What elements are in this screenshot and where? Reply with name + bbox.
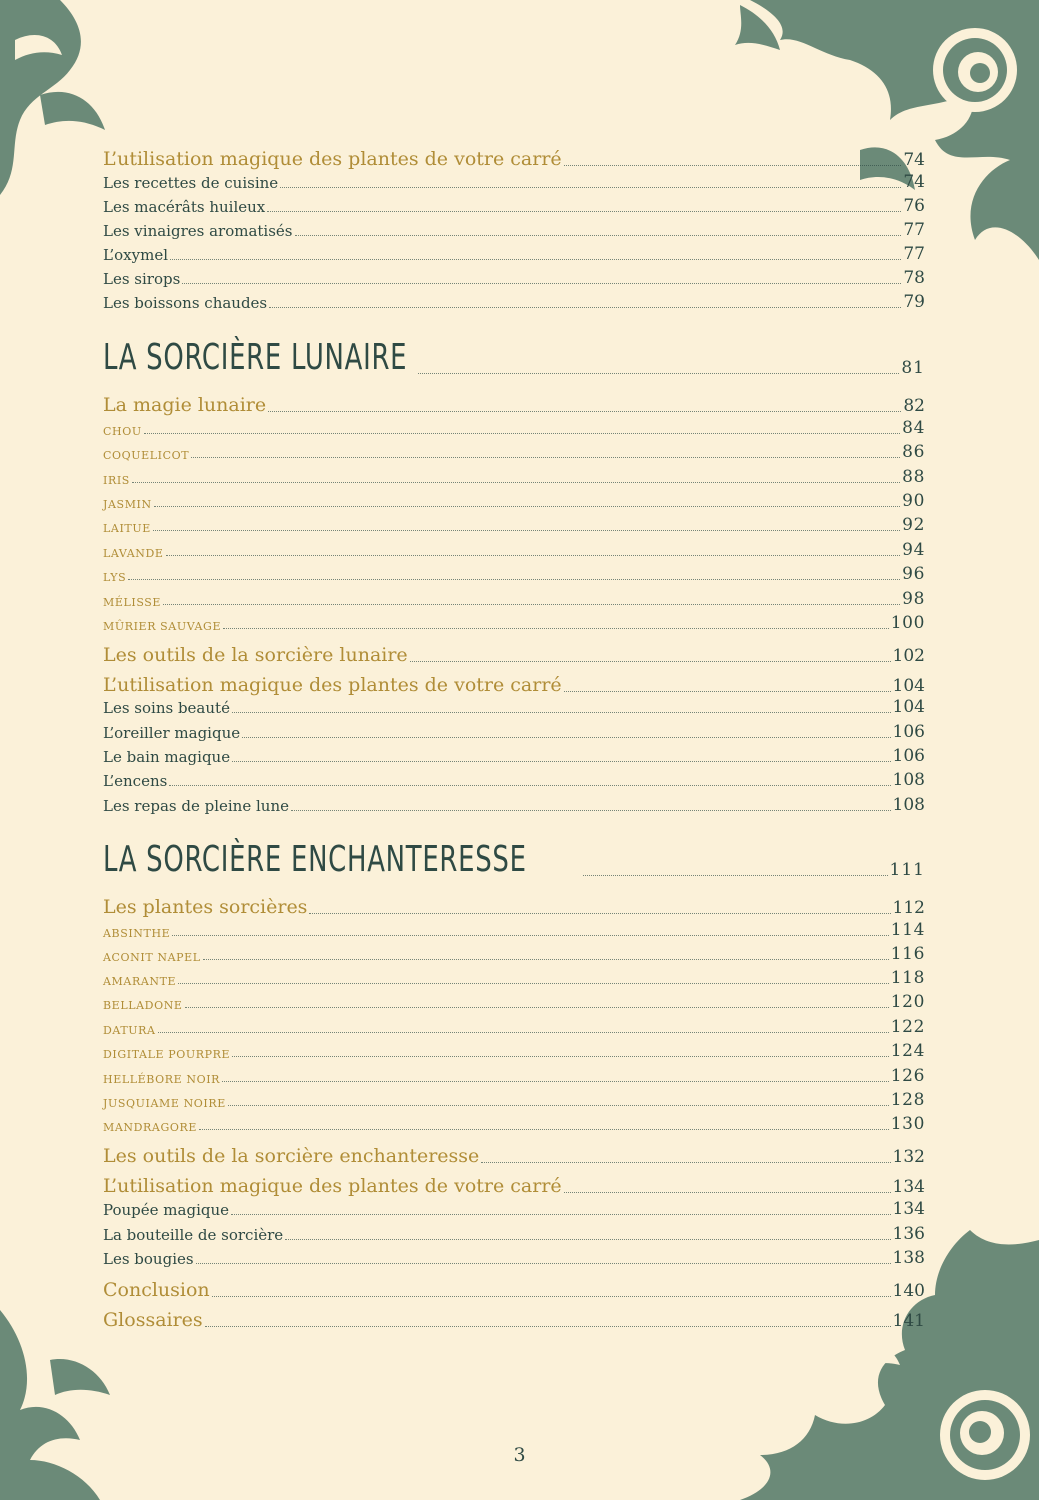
dot-leader bbox=[191, 456, 900, 458]
toc-entry-page: 141 bbox=[892, 1311, 925, 1331]
toc-entry[interactable] bbox=[103, 416, 925, 438]
dot-leader bbox=[295, 234, 902, 236]
toc-entry-title: IRIS bbox=[103, 474, 130, 487]
dot-leader bbox=[203, 958, 889, 960]
dot-leader bbox=[154, 505, 900, 507]
dot-leader bbox=[170, 258, 901, 260]
toc-entry-title: HELLÉBORE NOIR bbox=[103, 1073, 221, 1086]
toc-entry-title: AMARANTE bbox=[103, 975, 177, 988]
toc-entry-title: BELLADONE bbox=[103, 999, 183, 1012]
toc-entry[interactable] bbox=[103, 1275, 925, 1301]
toc-entry-title: COQUELICOT bbox=[103, 449, 190, 462]
toc-entry-page: 138 bbox=[892, 1248, 925, 1268]
dot-leader bbox=[158, 1031, 889, 1033]
toc-entry-title: ABSINTHE bbox=[103, 927, 171, 940]
dot-leader bbox=[280, 186, 901, 188]
toc-entry[interactable] bbox=[103, 966, 925, 988]
toc-entry[interactable] bbox=[103, 1305, 925, 1331]
toc-entry-page: 84 bbox=[902, 418, 925, 438]
toc-entry-title: ACONIT NAPEL bbox=[103, 951, 201, 964]
toc-entry[interactable] bbox=[103, 513, 925, 535]
toc-entry-title: DATURA bbox=[103, 1024, 156, 1037]
toc-entry-page: 100 bbox=[890, 613, 925, 633]
dot-leader bbox=[182, 282, 901, 284]
toc-entry[interactable] bbox=[103, 793, 925, 815]
dot-leader bbox=[418, 372, 900, 374]
toc-entry-title: Les outils de la sorcière lunaire bbox=[103, 644, 408, 666]
toc-entry-title: Les boissons chaudes bbox=[103, 294, 268, 312]
toc-entry-page: 140 bbox=[892, 1281, 925, 1301]
toc-entry-title: L’encens bbox=[103, 772, 168, 790]
toc-entry-title: L’utilisation magique des plantes de votre carré bbox=[103, 674, 562, 696]
toc-entry[interactable] bbox=[103, 1088, 925, 1110]
toc-entry[interactable] bbox=[103, 1141, 925, 1167]
toc-entry-title: L’oxymel bbox=[103, 246, 168, 264]
toc-entry-page: 106 bbox=[892, 746, 925, 766]
toc-entry-page: 77 bbox=[903, 220, 925, 240]
toc-entry-title: Les vinaigres aromatisés bbox=[103, 222, 293, 240]
toc-entry-page: 116 bbox=[890, 944, 925, 964]
toc-entry[interactable] bbox=[103, 144, 925, 170]
dot-leader bbox=[583, 874, 887, 876]
toc-entry[interactable] bbox=[103, 334, 925, 378]
toc-entry-page: 120 bbox=[890, 992, 925, 1012]
toc-entry-page: 126 bbox=[890, 1066, 925, 1086]
dot-leader bbox=[185, 1006, 889, 1008]
toc-entry-page: 130 bbox=[890, 1114, 925, 1134]
toc-entry-page: 132 bbox=[892, 1147, 925, 1167]
toc-entry-page: 108 bbox=[892, 770, 925, 790]
toc-entry-title: Les outils de la sorcière enchanteresse bbox=[103, 1145, 480, 1167]
toc-entry-title: Les recettes de cuisine bbox=[103, 174, 279, 192]
toc-entry-page: 111 bbox=[889, 860, 925, 880]
dot-leader bbox=[232, 711, 891, 713]
toc-entry-page: 82 bbox=[903, 396, 925, 416]
toc-entry[interactable] bbox=[103, 640, 925, 666]
toc-entry[interactable] bbox=[103, 1171, 925, 1197]
toc-entry-title: JASMIN bbox=[103, 498, 152, 511]
toc-entry-title: La bouteille de sorcière bbox=[103, 1226, 284, 1244]
dot-leader bbox=[285, 1238, 890, 1240]
toc-entry-title: Les plantes sorcières bbox=[103, 896, 308, 918]
toc-entry-title: LAITUE bbox=[103, 522, 151, 535]
toc-entry[interactable] bbox=[103, 170, 925, 192]
toc-entry-title: Poupée magique bbox=[103, 1201, 230, 1219]
toc-entry[interactable] bbox=[103, 218, 925, 240]
toc-entry-title: MÛRIER SAUVAGE bbox=[103, 620, 222, 633]
toc-entry[interactable] bbox=[103, 1112, 925, 1134]
toc-entry-title: Glossaires bbox=[103, 1309, 203, 1331]
dot-leader bbox=[564, 690, 891, 692]
dot-leader bbox=[144, 432, 900, 434]
toc-entry-page: 136 bbox=[892, 1224, 925, 1244]
toc-entry[interactable] bbox=[103, 1246, 925, 1268]
toc-entry-page: 134 bbox=[892, 1199, 925, 1219]
dot-leader bbox=[163, 603, 900, 605]
toc-entry-page: 92 bbox=[902, 515, 925, 535]
toc-entry-title: DIGITALE POURPRE bbox=[103, 1048, 231, 1061]
toc-entry-title: MÉLISSE bbox=[103, 596, 162, 609]
toc-entry-page: 98 bbox=[902, 589, 925, 609]
toc-entry[interactable] bbox=[103, 290, 925, 312]
toc-entry-page: 74 bbox=[903, 150, 925, 170]
toc-entry-page: 108 bbox=[892, 795, 925, 815]
toc-entry[interactable] bbox=[103, 695, 925, 717]
toc-entry-title: Les repas de pleine lune bbox=[103, 797, 289, 815]
toc-entry-title: L’oreiller magique bbox=[103, 724, 241, 742]
toc-entry-title: Les soins beauté bbox=[103, 699, 230, 717]
page-number: 3 bbox=[513, 1444, 526, 1466]
dot-leader bbox=[564, 1191, 891, 1193]
toc-entry-title: Les sirops bbox=[103, 270, 181, 288]
toc-entry-page: 90 bbox=[902, 491, 925, 511]
toc-entry-page: 114 bbox=[890, 920, 925, 940]
toc-entry-title: LAVANDE bbox=[103, 547, 164, 560]
toc-entry[interactable] bbox=[103, 670, 925, 696]
toc-entry-title: La magie lunaire bbox=[103, 394, 267, 416]
toc-entry-title: Conclusion bbox=[103, 1279, 210, 1301]
toc-entry-page: 79 bbox=[903, 292, 925, 312]
dot-leader bbox=[128, 578, 900, 580]
toc-entry[interactable] bbox=[103, 562, 925, 584]
toc-entry-page: 94 bbox=[902, 540, 925, 560]
toc-entry-page: 122 bbox=[890, 1017, 925, 1037]
toc-entry[interactable] bbox=[103, 266, 925, 288]
toc-entry-page: 104 bbox=[892, 676, 925, 696]
toc-entry-page: 88 bbox=[902, 467, 925, 487]
dot-leader bbox=[132, 481, 900, 483]
toc-entry-page: 78 bbox=[903, 268, 925, 288]
dot-leader bbox=[410, 660, 891, 662]
toc-entry[interactable] bbox=[103, 768, 925, 790]
top-left-ornament bbox=[0, 0, 120, 200]
dot-leader bbox=[172, 934, 888, 936]
dot-leader bbox=[228, 1104, 889, 1106]
toc-entry[interactable] bbox=[103, 587, 925, 609]
toc-entry-title: Les bougies bbox=[103, 1250, 194, 1268]
toc-entry-page: 118 bbox=[890, 968, 925, 988]
toc-entry[interactable] bbox=[103, 990, 925, 1012]
toc-entry-page: 77 bbox=[903, 244, 925, 264]
toc-entry-title: L’utilisation magique des plantes de votre carré bbox=[103, 148, 562, 170]
toc-entry-title: MANDRAGORE bbox=[103, 1121, 197, 1134]
dot-leader bbox=[309, 912, 890, 914]
toc-entry-page: 96 bbox=[902, 564, 925, 584]
dot-leader bbox=[232, 1055, 889, 1057]
dot-leader bbox=[166, 554, 901, 556]
toc-entry-title: CHOU bbox=[103, 425, 142, 438]
toc-entry[interactable] bbox=[103, 942, 925, 964]
toc-entry-title: Le bain magique bbox=[103, 748, 231, 766]
toc-entry[interactable] bbox=[103, 1197, 925, 1219]
toc-entry[interactable] bbox=[103, 1039, 925, 1061]
toc-entry[interactable] bbox=[103, 538, 925, 560]
toc-entry-title: Les macérâts huileux bbox=[103, 198, 266, 216]
toc-entry[interactable] bbox=[103, 1064, 925, 1086]
dot-leader bbox=[231, 1213, 891, 1215]
toc-entry-page: 112 bbox=[892, 898, 925, 918]
toc-entry-title: JUSQUIAME NOIRE bbox=[103, 1097, 226, 1110]
dot-leader bbox=[196, 1262, 891, 1264]
toc-entry[interactable] bbox=[103, 611, 925, 633]
dot-leader bbox=[199, 1128, 889, 1130]
toc-entry[interactable] bbox=[103, 720, 925, 742]
dot-leader bbox=[564, 164, 902, 166]
dot-leader bbox=[232, 760, 890, 762]
dot-leader bbox=[481, 1161, 890, 1163]
toc-entry-page: 81 bbox=[901, 358, 925, 378]
dot-leader bbox=[212, 1295, 891, 1297]
toc-entry[interactable] bbox=[103, 242, 925, 264]
dot-leader bbox=[153, 529, 900, 531]
toc-entry[interactable] bbox=[103, 465, 925, 487]
toc-entry[interactable] bbox=[103, 489, 925, 511]
toc-entry[interactable] bbox=[103, 918, 925, 940]
toc-entry[interactable] bbox=[103, 836, 925, 880]
toc-entry-page: 86 bbox=[902, 442, 925, 462]
dot-leader bbox=[169, 784, 890, 786]
toc-entry[interactable] bbox=[103, 440, 925, 462]
toc-entry-page: 106 bbox=[892, 722, 925, 742]
toc-entry[interactable] bbox=[103, 1015, 925, 1037]
toc-entry[interactable] bbox=[103, 390, 925, 416]
toc-entry-page: 102 bbox=[892, 646, 925, 666]
dot-leader bbox=[267, 210, 901, 212]
toc-entry-title: LA SORCIÈRE ENCHANTERESSE bbox=[103, 839, 527, 880]
toc-entry[interactable] bbox=[103, 1222, 925, 1244]
toc-entry-page: 76 bbox=[903, 196, 925, 216]
toc-entry[interactable] bbox=[103, 892, 925, 918]
dot-leader bbox=[178, 982, 889, 984]
toc-entry[interactable] bbox=[103, 194, 925, 216]
toc-entry-page: 128 bbox=[890, 1090, 925, 1110]
toc-entry[interactable] bbox=[103, 744, 925, 766]
toc-entry-title: LYS bbox=[103, 571, 127, 584]
dot-leader bbox=[269, 306, 901, 308]
toc-entry-page: 134 bbox=[892, 1177, 925, 1197]
dot-leader bbox=[291, 809, 891, 811]
dot-leader bbox=[222, 1080, 889, 1082]
dot-leader bbox=[268, 410, 901, 412]
toc-entry-page: 74 bbox=[903, 172, 925, 192]
toc-entry-page: 104 bbox=[892, 697, 925, 717]
dot-leader bbox=[223, 627, 889, 629]
toc-entry-title: L’utilisation magique des plantes de votre carré bbox=[103, 1175, 562, 1197]
dot-leader bbox=[242, 736, 890, 738]
dot-leader bbox=[205, 1325, 891, 1327]
toc-entry-title: LA SORCIÈRE LUNAIRE bbox=[103, 337, 408, 378]
toc-entry-page: 124 bbox=[890, 1041, 925, 1061]
